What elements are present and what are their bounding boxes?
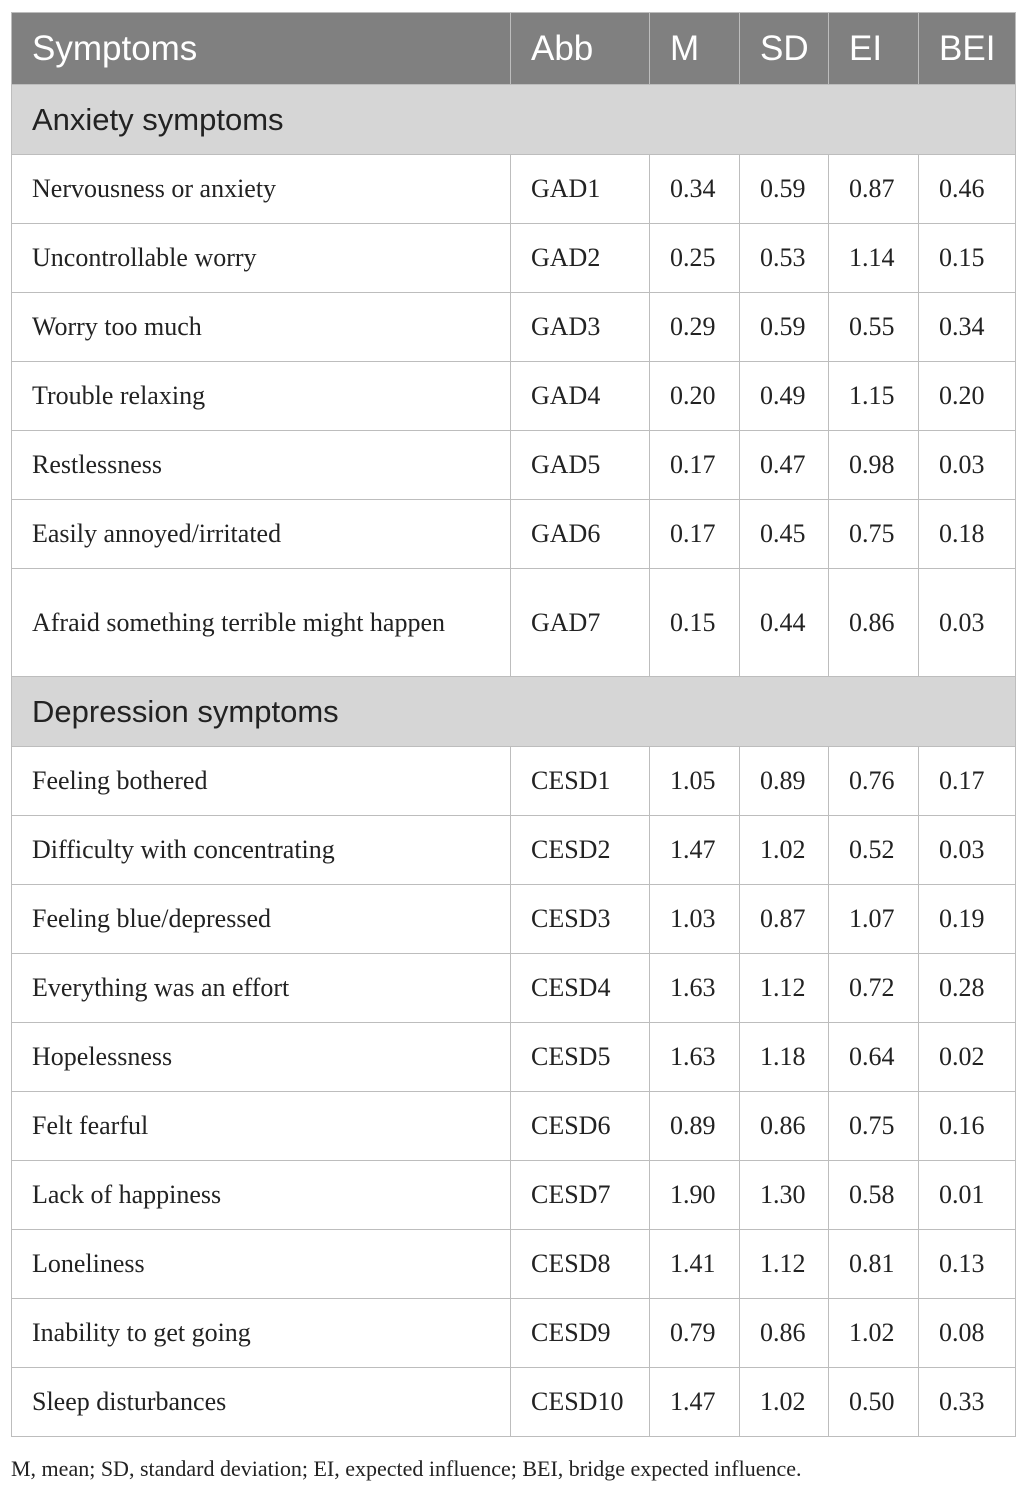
sd-cell: 0.89 (740, 747, 829, 816)
table-row (12, 1092, 1016, 1161)
table-row (12, 155, 1016, 224)
ei-cell: 0.76 (829, 747, 919, 816)
table-row (12, 885, 1016, 954)
ei-cell: 1.14 (829, 224, 919, 293)
sd-cell: 0.53 (740, 224, 829, 293)
abb-cell: CESD7 (511, 1161, 650, 1230)
symptom-cell: Trouble relaxing (12, 362, 511, 431)
abb-cell: CESD5 (511, 1023, 650, 1092)
symptom-cell: Nervousness or anxiety (12, 155, 511, 224)
sd-cell: 1.12 (740, 1230, 829, 1299)
sd-cell: 1.02 (740, 816, 829, 885)
ei-cell: 1.15 (829, 362, 919, 431)
symptom-cell: Feeling blue/depressed (12, 885, 511, 954)
header-ei: EI (829, 13, 919, 85)
mean-cell: 0.20 (650, 362, 740, 431)
ei-cell: 0.86 (829, 569, 919, 677)
sd-cell: 1.12 (740, 954, 829, 1023)
ei-cell: 0.64 (829, 1023, 919, 1092)
bei-cell: 0.19 (919, 885, 1016, 954)
mean-cell: 1.63 (650, 954, 740, 1023)
table-body (12, 85, 1016, 1437)
mean-cell: 1.41 (650, 1230, 740, 1299)
sd-cell: 0.59 (740, 293, 829, 362)
ei-cell: 0.75 (829, 500, 919, 569)
mean-cell: 1.90 (650, 1161, 740, 1230)
section-row (12, 85, 1016, 155)
mean-cell: 0.89 (650, 1092, 740, 1161)
ei-cell: 0.52 (829, 816, 919, 885)
table-row (12, 954, 1016, 1023)
table-row (12, 1023, 1016, 1092)
mean-cell: 0.17 (650, 431, 740, 500)
symptom-cell: Felt fearful (12, 1092, 511, 1161)
bei-cell: 0.02 (919, 1023, 1016, 1092)
bei-cell: 0.33 (919, 1368, 1016, 1437)
sd-cell: 0.49 (740, 362, 829, 431)
abb-cell: GAD5 (511, 431, 650, 500)
ei-cell: 0.98 (829, 431, 919, 500)
table-row (12, 1230, 1016, 1299)
symptom-cell: Feeling bothered (12, 747, 511, 816)
bei-cell: 0.03 (919, 569, 1016, 677)
abb-cell: CESD3 (511, 885, 650, 954)
table-row (12, 1299, 1016, 1368)
table-row (12, 362, 1016, 431)
abb-cell: GAD7 (511, 569, 650, 677)
mean-cell: 0.34 (650, 155, 740, 224)
abb-cell: CESD10 (511, 1368, 650, 1437)
mean-cell: 0.17 (650, 500, 740, 569)
bei-cell: 0.34 (919, 293, 1016, 362)
mean-cell: 0.25 (650, 224, 740, 293)
bei-cell: 0.46 (919, 155, 1016, 224)
section-row (12, 677, 1016, 747)
abb-cell: CESD9 (511, 1299, 650, 1368)
abb-cell: GAD3 (511, 293, 650, 362)
mean-cell: 1.05 (650, 747, 740, 816)
header-sd: SD (740, 13, 829, 85)
abb-cell: CESD6 (511, 1092, 650, 1161)
bei-cell: 0.20 (919, 362, 1016, 431)
symptom-cell: Hopelessness (12, 1023, 511, 1092)
table-row (12, 500, 1016, 569)
section-title: Depression symptoms (12, 677, 1016, 747)
table-row (12, 431, 1016, 500)
symptom-cell: Difficulty with concentrating (12, 816, 511, 885)
sd-cell: 1.18 (740, 1023, 829, 1092)
table-row (12, 569, 1016, 677)
header-bei: BEI (919, 13, 1016, 85)
symptom-cell: Restlessness (12, 431, 511, 500)
bei-cell: 0.08 (919, 1299, 1016, 1368)
abb-cell: GAD4 (511, 362, 650, 431)
mean-cell: 0.79 (650, 1299, 740, 1368)
ei-cell: 0.75 (829, 1092, 919, 1161)
header-abb: Abb (511, 13, 650, 85)
mean-cell: 1.63 (650, 1023, 740, 1092)
mean-cell: 1.03 (650, 885, 740, 954)
bei-cell: 0.13 (919, 1230, 1016, 1299)
table-row (12, 1161, 1016, 1230)
ei-cell: 0.72 (829, 954, 919, 1023)
sd-cell: 0.86 (740, 1299, 829, 1368)
table-row (12, 1368, 1016, 1437)
sd-cell: 0.45 (740, 500, 829, 569)
section-title: Anxiety symptoms (12, 85, 1016, 155)
abb-cell: GAD6 (511, 500, 650, 569)
symptom-table (11, 12, 1016, 1437)
sd-cell: 0.47 (740, 431, 829, 500)
abb-cell: CESD8 (511, 1230, 650, 1299)
mean-cell: 1.47 (650, 816, 740, 885)
ei-cell: 0.87 (829, 155, 919, 224)
symptom-cell: Loneliness (12, 1230, 511, 1299)
abb-cell: CESD4 (511, 954, 650, 1023)
symptom-cell: Inability to get going (12, 1299, 511, 1368)
ei-cell: 1.07 (829, 885, 919, 954)
table-row (12, 293, 1016, 362)
bei-cell: 0.28 (919, 954, 1016, 1023)
table-row (12, 747, 1016, 816)
header-row (12, 13, 1016, 85)
bei-cell: 0.01 (919, 1161, 1016, 1230)
header-m: M (650, 13, 740, 85)
bei-cell: 0.16 (919, 1092, 1016, 1161)
table-row (12, 816, 1016, 885)
symptom-cell: Uncontrollable worry (12, 224, 511, 293)
symptom-cell: Afraid something terrible might happen (12, 569, 511, 677)
mean-cell: 0.29 (650, 293, 740, 362)
sd-cell: 0.44 (740, 569, 829, 677)
ei-cell: 0.58 (829, 1161, 919, 1230)
sd-cell: 1.02 (740, 1368, 829, 1437)
abb-cell: GAD2 (511, 224, 650, 293)
abb-cell: CESD2 (511, 816, 650, 885)
ei-cell: 1.02 (829, 1299, 919, 1368)
header-symptoms: Symptoms (12, 13, 511, 85)
table-footnote: M, mean; SD, standard deviation; EI, expected influence; BEI, bridge expected influence. (11, 1456, 802, 1481)
bei-cell: 0.15 (919, 224, 1016, 293)
symptom-cell: Sleep disturbances (12, 1368, 511, 1437)
sd-cell: 0.87 (740, 885, 829, 954)
bei-cell: 0.18 (919, 500, 1016, 569)
sd-cell: 0.86 (740, 1092, 829, 1161)
ei-cell: 0.50 (829, 1368, 919, 1437)
mean-cell: 1.47 (650, 1368, 740, 1437)
symptom-cell: Easily annoyed/irritated (12, 500, 511, 569)
table-row (12, 224, 1016, 293)
sd-cell: 1.30 (740, 1161, 829, 1230)
symptom-cell: Lack of happiness (12, 1161, 511, 1230)
abb-cell: CESD1 (511, 747, 650, 816)
bei-cell: 0.03 (919, 431, 1016, 500)
sd-cell: 0.59 (740, 155, 829, 224)
symptom-cell: Worry too much (12, 293, 511, 362)
abb-cell: GAD1 (511, 155, 650, 224)
symptom-cell: Everything was an effort (12, 954, 511, 1023)
ei-cell: 0.55 (829, 293, 919, 362)
bei-cell: 0.03 (919, 816, 1016, 885)
mean-cell: 0.15 (650, 569, 740, 677)
bei-cell: 0.17 (919, 747, 1016, 816)
ei-cell: 0.81 (829, 1230, 919, 1299)
table-header (12, 13, 1016, 85)
